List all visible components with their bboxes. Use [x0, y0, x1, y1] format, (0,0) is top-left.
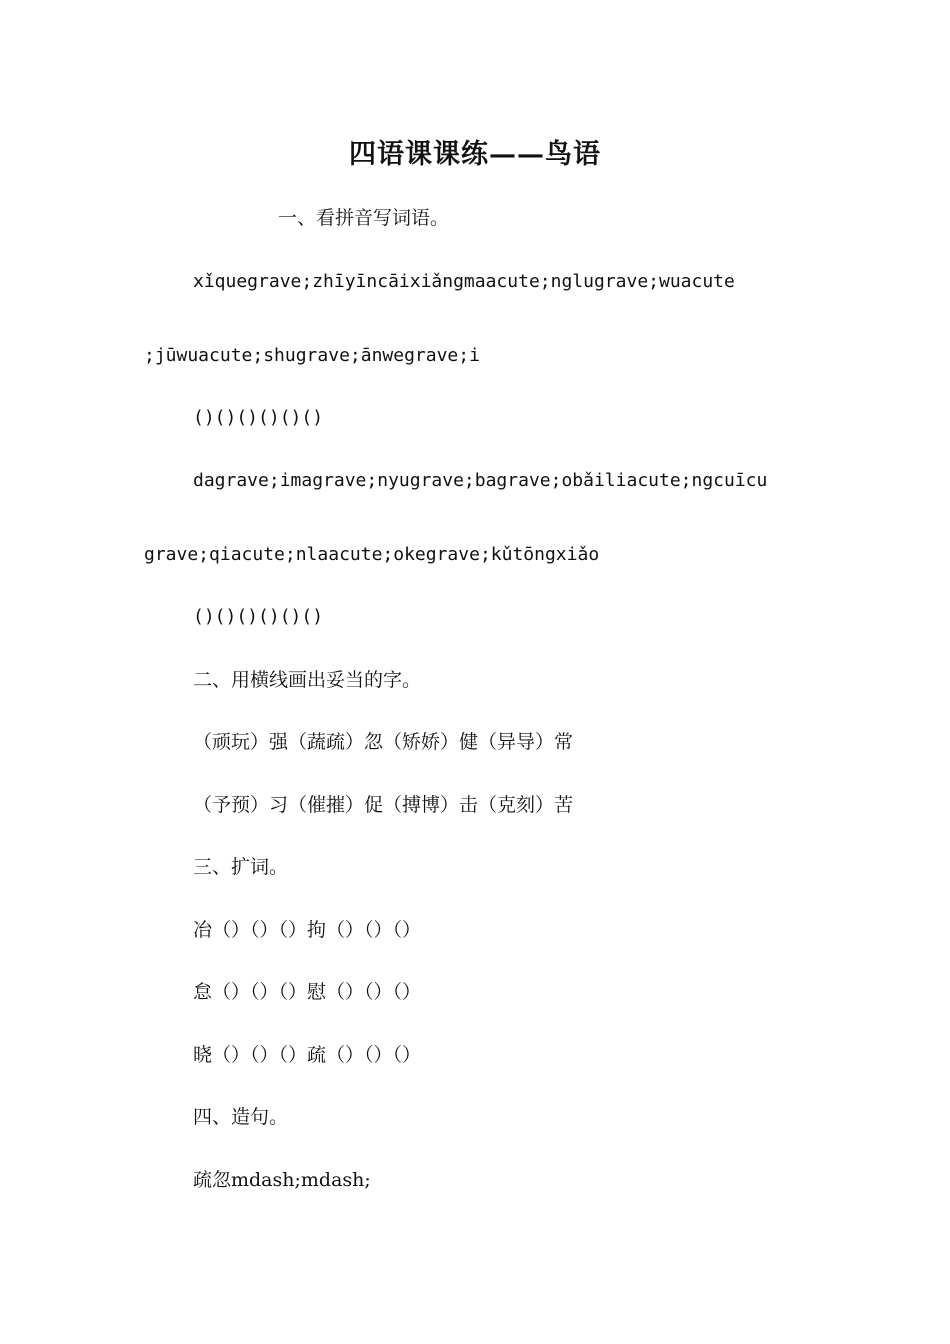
pinyin-line-1b: ;jūwuacute;shugrave;ānwegrave;i [144, 345, 480, 366]
choice-line-2: （予预）习（催摧）促（搏博）击（克刻）苦 [193, 794, 574, 816]
pinyin-line-2b: grave;qiacute;nlaacute;okegrave;kǔtōngxiǎo [144, 544, 600, 565]
answer-blanks-2: ()()()()()() [193, 606, 324, 627]
section-heading-1: 一、看拼音写词语。 [278, 207, 450, 229]
section-heading-2: 二、用横线画出妥当的字。 [193, 669, 422, 691]
pinyin-line-2a: dagrave;imagrave;nyugrave;bagrave;obǎiliacute;ngcuīcu [193, 470, 768, 491]
pinyin-line-1a: xǐquegrave;zhīyīncāixiǎngmaacute;nglugrave;wuacute [193, 271, 735, 292]
expand-line-3: 晓（）（）（）疏（）（）（） [193, 1044, 422, 1066]
section-heading-3: 三、扩词。 [193, 856, 289, 878]
sentence-line-1: 疏忽mdash;mdash; [193, 1169, 371, 1191]
expand-line-2: 怠（）（）（）慰（）（）（） [193, 981, 422, 1003]
expand-line-1: 冶（）（）（）拘（）（）（） [193, 919, 422, 941]
section-heading-4: 四、造句。 [193, 1106, 289, 1128]
answer-blanks-1: ()()()()()() [193, 407, 324, 428]
document-title: 四语课课练——鸟语 [349, 139, 601, 170]
choice-line-1: （顽玩）强（蔬疏）忽（矫娇）健（异导）常 [193, 731, 574, 753]
